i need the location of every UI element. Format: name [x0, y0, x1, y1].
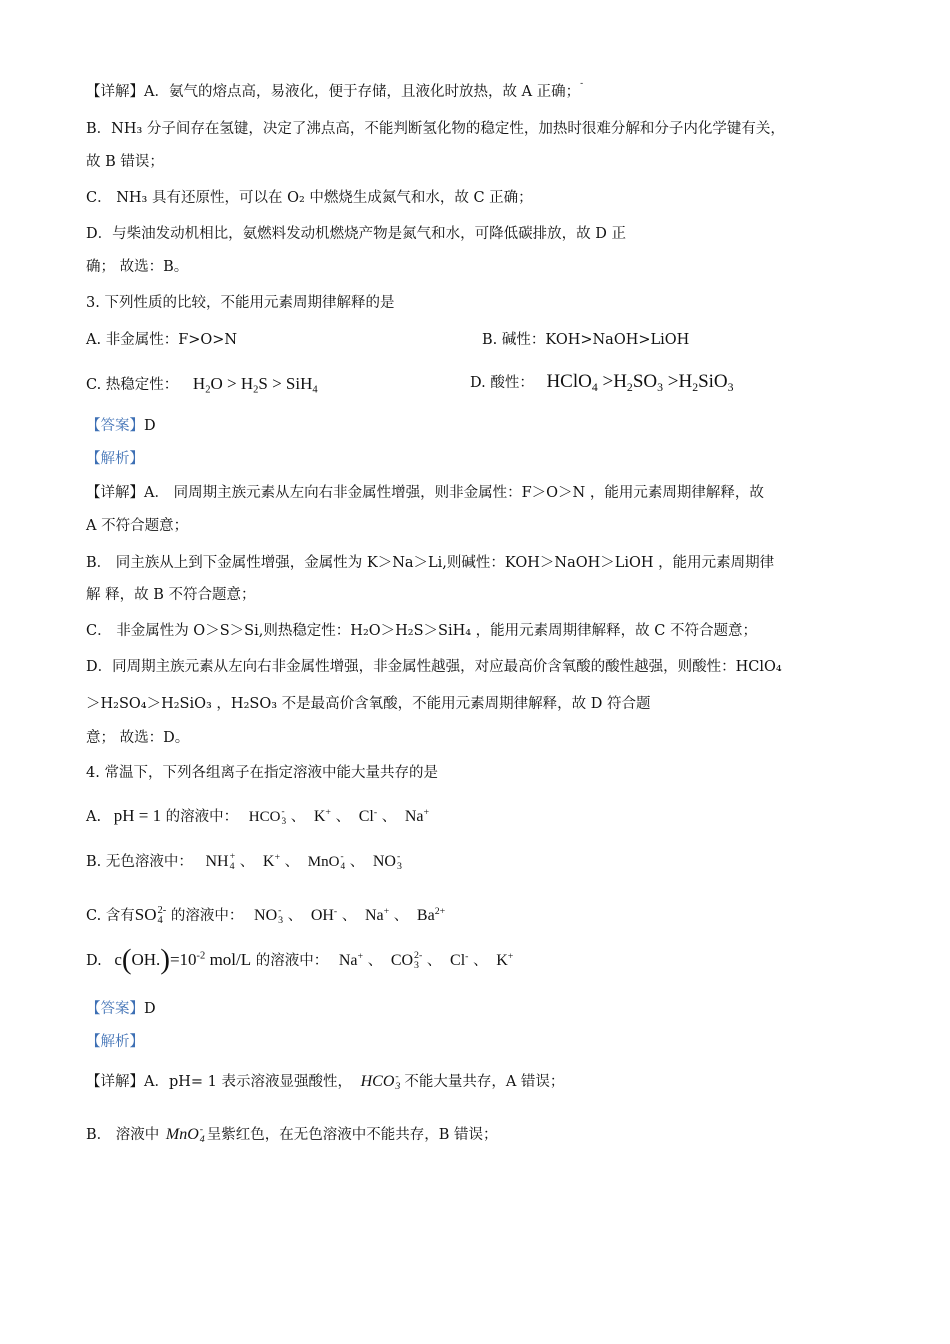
q4-detail-b: B． 溶液中 MnO - 4 呈紫红色，在无色溶液中不能共存，B 错误；	[86, 1124, 498, 1146]
q3-answer: 【答案】D	[86, 418, 156, 434]
q3-option-d: D. 酸性： HClO$_4$ $>H_2SO_3 >H_2SiO_3$	[470, 371, 734, 395]
q4-answer: 【答案】D	[86, 1001, 156, 1017]
q3-detail-a-line2: A 不符合题意；	[86, 518, 189, 534]
q2-detail-d-line2: 确； 故选：B。	[86, 259, 189, 275]
q2-detail-b-line2: 故 B 错误；	[86, 154, 164, 170]
q3-stem: 3. 下列性质的比较，不能用元素周期律解释的是	[86, 295, 395, 311]
q4-option-a: A. pH = 1 的溶液中： HCO - 3 、 K+ 、 Cl- 、 Na+	[86, 806, 430, 827]
q3-option-c-formula: $H_2O > H_2S > SiH_4$	[192, 374, 318, 396]
q2-detail-b-line1: B．NH₃ 分子间存在氢键，决定了沸点高，不能判断氢化物的稳定性，加热时很难分解和分子内化学键有关，	[86, 121, 785, 137]
q4-analysis-label: 【解析】	[86, 1034, 144, 1050]
q3-detail-d-line3: 意； 故选：D。	[86, 730, 190, 746]
q2-detail-d-line1: D．与柴油发动机相比，氨燃料发动机燃烧产物是氮气和水，可降低碳排放，故 D 正	[86, 226, 626, 242]
q3-detail-b-line1: B． 同主族从上到下金属性增强，金属性为 K＞Na＞Li,则碱性：KOH＞NaOH＞LiOH ，能用元素周期律	[86, 555, 775, 571]
q4-option-b: B. 无色溶液中： NH + 4 、 K+ 、 MnO - 4 、 NO - 3	[86, 851, 402, 873]
q2-detail-c: C． NH₃ 具有还原性，可以在 O₂ 中燃烧生成氮气和水，故 C 正确；	[86, 190, 533, 206]
q3-detail-d-line1: D．同周期主族元素从左向右非金属性增强，非金属性越强，对应最高价含氧酸的酸性越强，则酸性：HClO₄	[86, 659, 782, 675]
q3-option-b: B. 碱性：KOH>NaOH>LiOH	[482, 332, 690, 348]
q3-detail-d-line2: ＞H₂SO₄＞H₂SiO₃ ，H₂SO₃ 不是最高价含氧酸，不能用元素周期律解释，故 D 符合题	[86, 696, 651, 712]
q3-detail-a-line1: 【详解】A． 同周期主族元素从左向右非金属性增强，则非金属性：F＞O＞N ，能用元素周期律解释，故	[86, 485, 764, 501]
q3-detail-c: C． 非金属性为 O＞S＞Si,则热稳定性：H₂O＞H₂S＞SiH₄ ，能用元素周期律解释，故 C 不符合题意；	[86, 623, 757, 639]
q4-option-d: D. $c(OH.)=10^{-2}$ mol/L 的溶液中： Na+ 、 CO 2- 3 、 Cl- 、 K+	[86, 943, 514, 976]
q3-detail-b-line2: 解 释，故 B 不符合题意；	[86, 587, 256, 603]
q4-option-c: C. 含有SO 2- 4 的溶液中： NO - 3 、 OH- 、 Na+ 、 $Ba^{2+}$	[86, 904, 446, 927]
q3-analysis-label: 【解析】	[86, 451, 144, 467]
q3-option-d-formula: HClO$_4$ $>H_2SO_3 >H_2SiO_3$	[546, 371, 734, 395]
q3-option-c: C. 热稳定性： $H_2O > H_2S > SiH_4$	[86, 374, 318, 396]
q4-stem: 4. 常温下，下列各组离子在指定溶液中能大量共存的是	[86, 765, 438, 781]
q4-detail-a: 【详解】A．pH= 1 表示溶液显强酸性， HCO - 3 不能大量共存，A 错误；	[86, 1071, 565, 1093]
q3-option-a: A. 非金属性：F>O>N	[86, 332, 238, 348]
q2-detail-a: 【详解】A．氨气的熔点高，易液化，便于存储，且液化时放热，故 A 正确；-	[86, 79, 584, 100]
